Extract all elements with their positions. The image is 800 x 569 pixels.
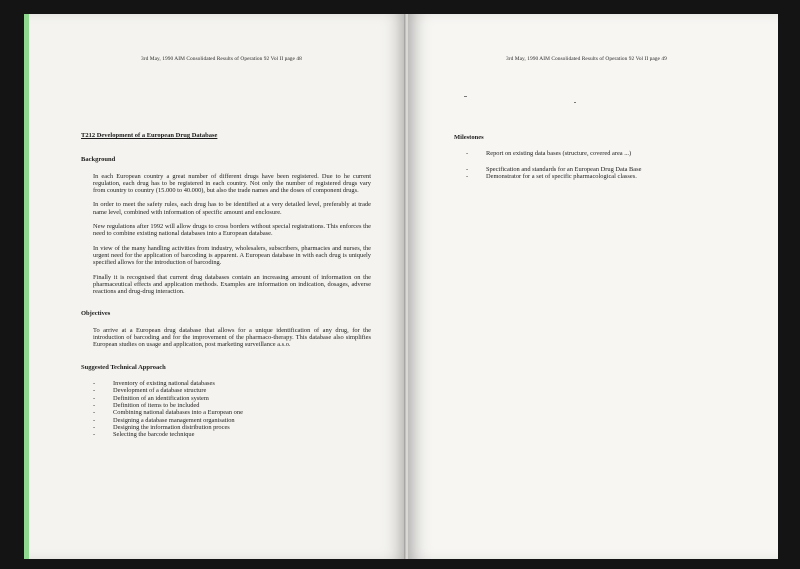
right-page bbox=[408, 14, 778, 559]
list-item: - Demonstrator for a set of specific pharmacological classes. bbox=[466, 173, 754, 180]
left-page bbox=[24, 14, 406, 559]
objectives-section bbox=[81, 310, 371, 348]
objectives-paragraph: To arrive at a European drug database that allows for a unique identification of any drug, for the introduction of barcoding and for the improvement of the pharmaco-therapy. This database also simplifies European studies on usage and application, post marketing surveillance a.s.o. bbox=[93, 326, 371, 349]
milestones-heading: Milestones bbox=[454, 134, 484, 141]
right-page-content bbox=[454, 134, 754, 195]
right-running-header: 3rd May, 1990 AIM Consolidated Results of Operation 92 Vol II page 49 bbox=[506, 56, 667, 62]
background-paragraph: New regulations after 1992 will allow drugs to cross borders without special registrations. This enforces the need to combine existing national databases into a European database. bbox=[93, 223, 371, 238]
milestones-list bbox=[454, 150, 754, 180]
background-section bbox=[81, 156, 371, 295]
document-title: T212 Development of a European Drug Database bbox=[81, 132, 218, 139]
left-page-content bbox=[81, 132, 371, 454]
list-item: - Report on existing data bases (structure, covered area ...) bbox=[466, 150, 754, 157]
background-paragraph: In order to meet the safety rules, each drug has to be identified at a very detailed level, preferably at trade name level, combined with information of specific amount and enclosure. bbox=[93, 201, 371, 216]
approach-heading: Suggested Technical Approach bbox=[81, 363, 166, 371]
objectives-heading: Objectives bbox=[81, 310, 111, 318]
background-paragraph: In each European country a great number of different drugs have been registered. Due to he current regulation, each drug has to be registered in each country. Not only the number of registered drugs vary from country to country (15.000 to 40.000), but also the trade names and the doses of component drugs. bbox=[93, 172, 371, 195]
background-paragraph: In view of the many handling activities from industry, wholesalers, subscribers, pharmacies and nurses, the urgent need for the application of barcoding is apparent. A European database in with each drug is uniquely specified allows for the introduction of barcoding. bbox=[93, 244, 371, 267]
background-paragraph: Finally it is recognised that current drug databases contain an increasing amount of information on the pharmaceutical effects and application methods. Examples are information on indication, dosages, adverse reactions and drug-drug interaction. bbox=[93, 273, 371, 296]
list-item: - Designing the information distribution proces bbox=[93, 424, 371, 431]
list-item: - Combining national databases into a European one bbox=[93, 409, 371, 416]
paper-speck bbox=[574, 102, 576, 103]
list-item: - Development of a database structure bbox=[93, 387, 371, 394]
list-item: - Inventory of existing national databases bbox=[93, 380, 371, 387]
list-item: - Designing a database management organisation bbox=[93, 417, 371, 424]
list-item: - Definition of items to be included bbox=[93, 402, 371, 409]
list-item: - Selecting the barcode technique bbox=[93, 431, 371, 438]
approach-section bbox=[81, 364, 371, 439]
background-heading: Background bbox=[81, 156, 116, 164]
list-item: - Definition of an identification system bbox=[93, 395, 371, 402]
paper-speck bbox=[464, 96, 467, 97]
list-item: - Specification and standards for an European Drug Data Base bbox=[466, 166, 754, 173]
left-running-header: 3rd May, 1990 AIM Consolidated Results of Operation 92 Vol II page 48 bbox=[141, 56, 302, 62]
approach-list bbox=[81, 380, 371, 439]
milestones-section bbox=[454, 134, 754, 180]
